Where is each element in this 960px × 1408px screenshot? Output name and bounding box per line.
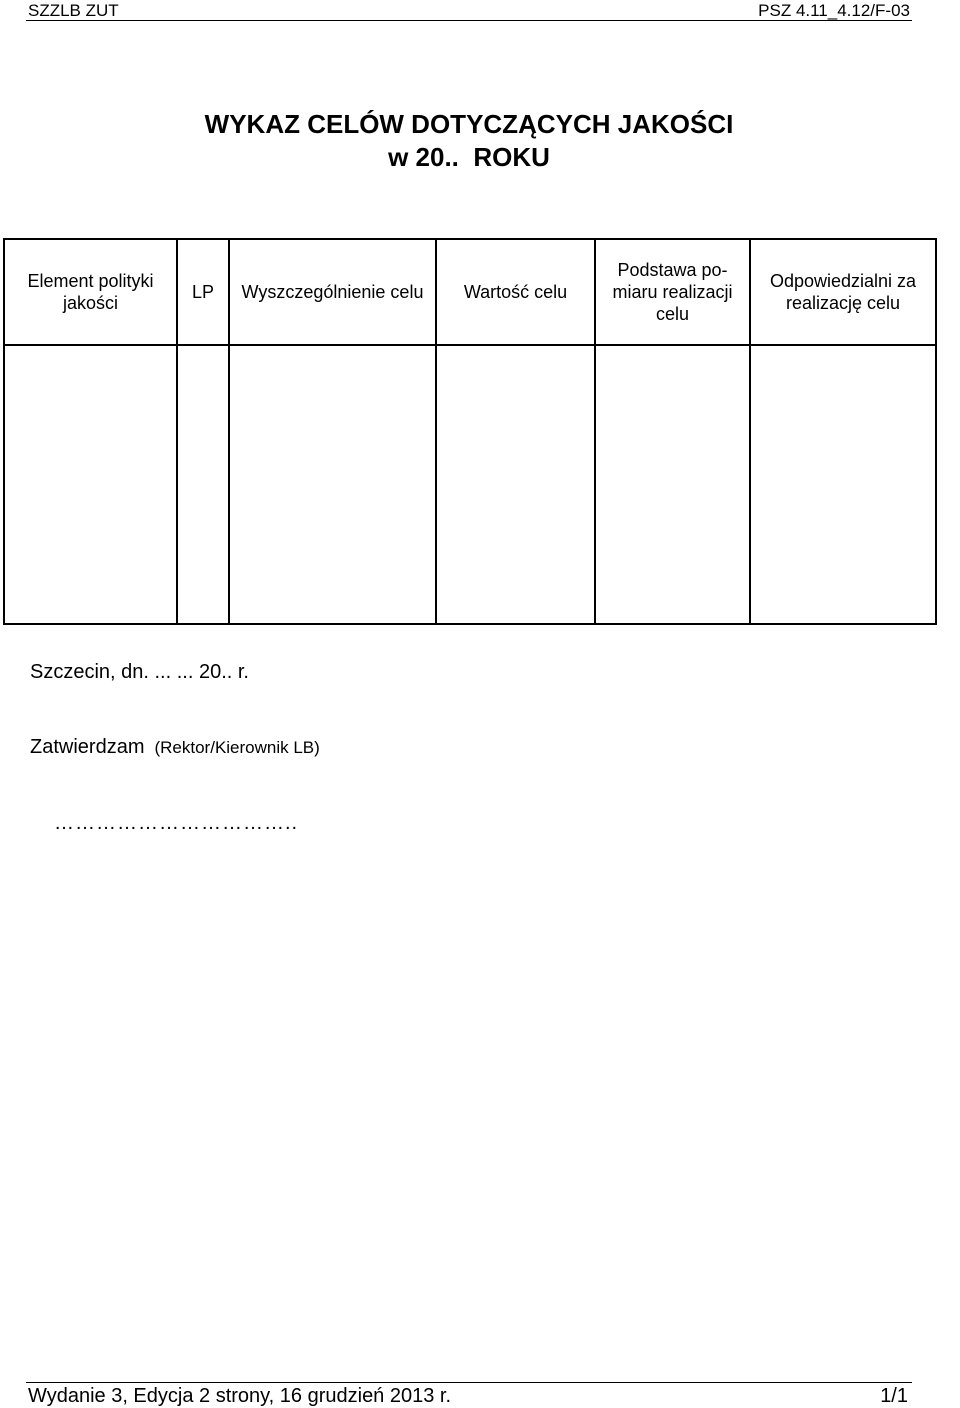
quality-goals-table — [3, 238, 937, 625]
header-form-number: PSZ 4.11_4.12/F-03 — [758, 1, 910, 20]
col-header-goal-value: Wartość celu — [436, 239, 595, 345]
cell-goal-value[interactable] — [436, 345, 595, 624]
approval-line — [30, 736, 320, 759]
table-header-row — [4, 239, 936, 345]
footer-divider — [26, 1382, 912, 1383]
approval-label: Zatwierdzam — [30, 736, 145, 758]
col-header-goal-details: Wyszczególnienie celu — [229, 239, 436, 345]
cell-lp[interactable] — [177, 345, 229, 624]
table-row — [4, 345, 936, 624]
cell-policy-element[interactable] — [4, 345, 177, 624]
cell-goal-details[interactable] — [229, 345, 436, 624]
col-header-measurement-basis: Podstawa po-miaru realizacji celu — [595, 239, 750, 345]
header-document-code: SZZLB ZUT — [28, 1, 119, 20]
place-and-date: Szczecin, dn. ... ... 20.. r. — [30, 661, 249, 683]
footer-page-number: 1/1 — [880, 1385, 908, 1407]
title-line-2: w 20.. ROKU — [388, 142, 550, 172]
col-header-policy-element: Element polityki jakości — [4, 239, 177, 345]
col-header-lp: LP — [177, 239, 229, 345]
approval-role: (Rektor/Kierownik LB) — [154, 738, 320, 757]
header-divider — [26, 20, 912, 21]
signature-line: …………………………….. — [54, 812, 299, 834]
col-header-responsible: Odpowiedzialni za realizację celu — [750, 239, 936, 345]
cell-measurement-basis[interactable] — [595, 345, 750, 624]
footer-edition: Wydanie 3, Edycja 2 strony, 16 grudzień 2013 r. — [28, 1385, 452, 1407]
title-line-1: WYKAZ CELÓW DOTYCZĄCYCH JAKOŚCI — [204, 109, 734, 139]
cell-responsible[interactable] — [750, 345, 936, 624]
page-title — [0, 108, 938, 174]
